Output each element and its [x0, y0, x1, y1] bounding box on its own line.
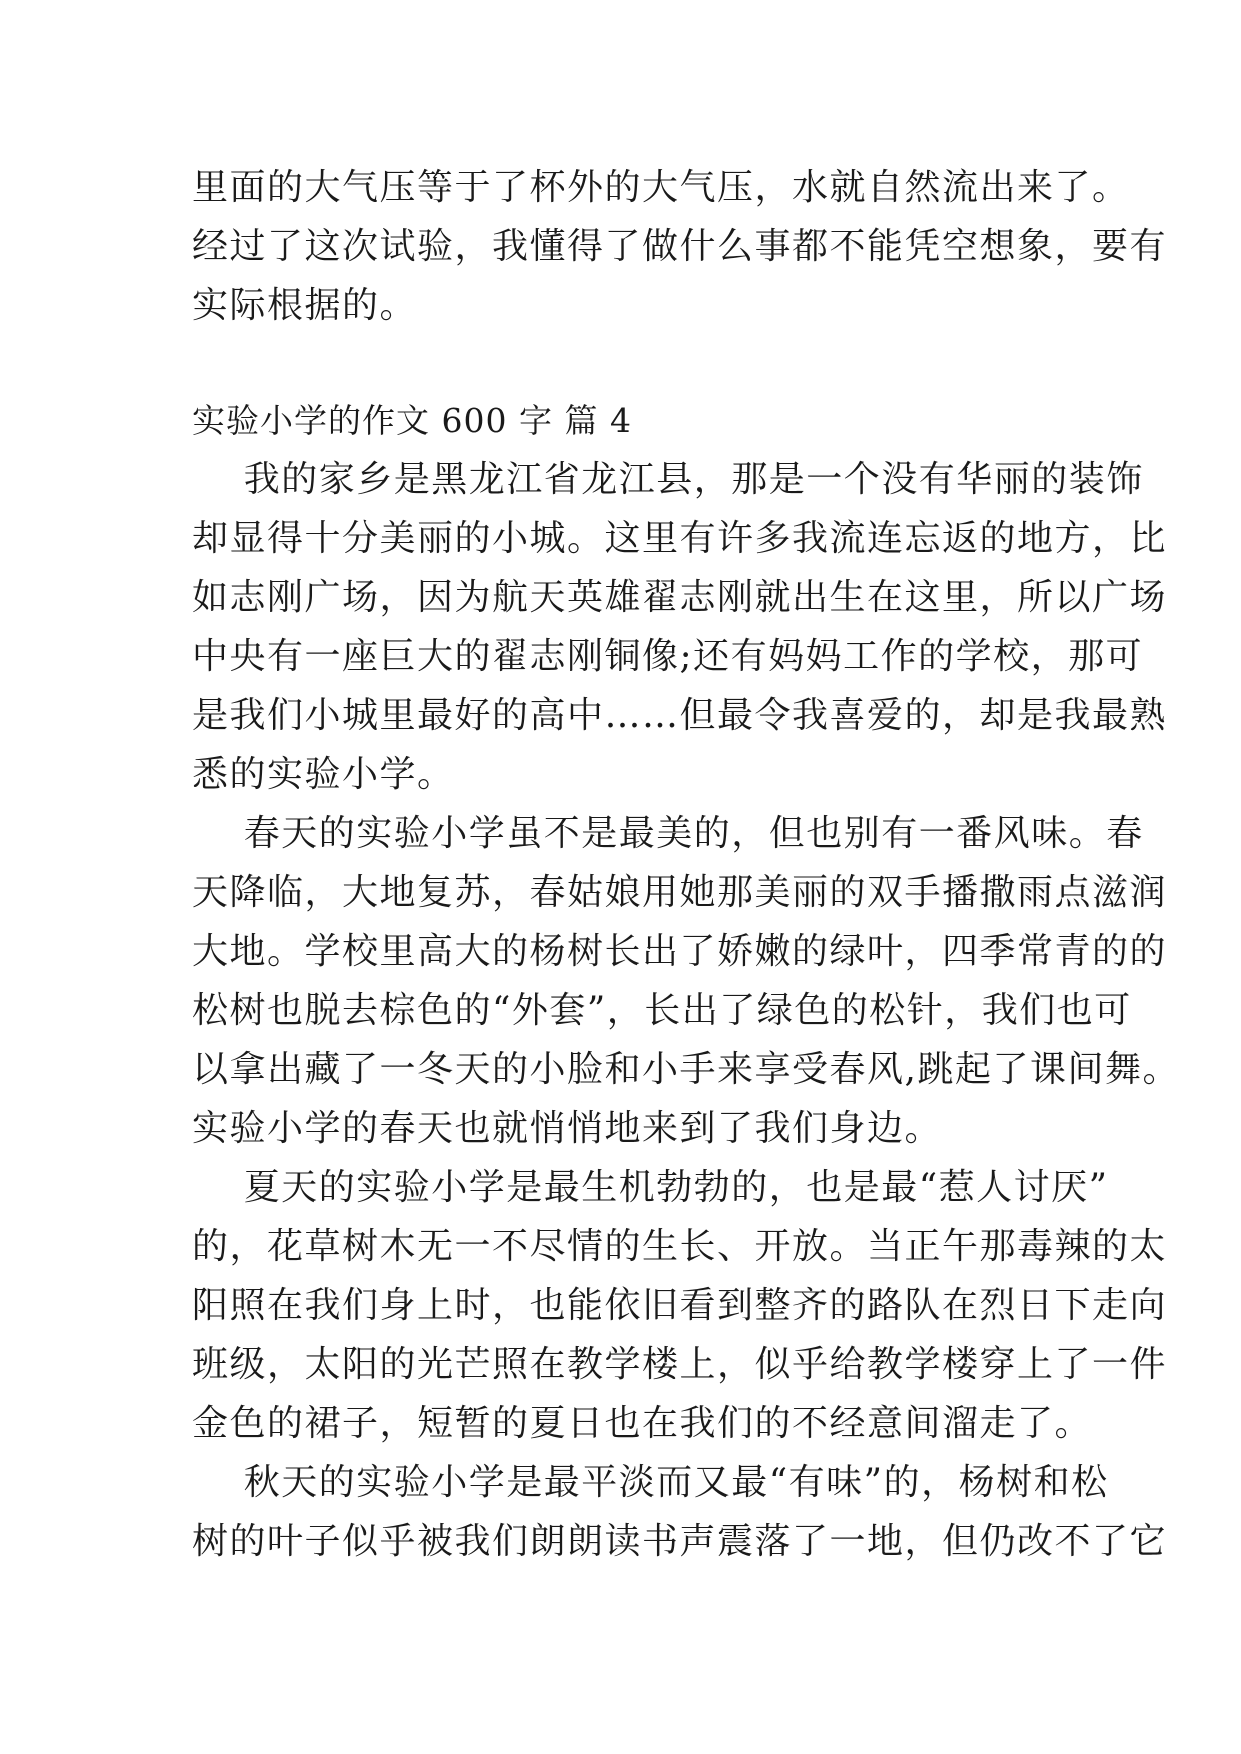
text-line: 实际根据的。 [192, 285, 418, 326]
text-line: 夏天的实验小学是最生机勃勃的，也是最“惹人讨厌” [192, 1167, 1109, 1208]
text-line: 悉的实验小学。 [192, 754, 455, 795]
text-line: 我的家乡是黑龙江省龙江县，那是一个没有华丽的装饰 [192, 459, 1144, 500]
paragraph-autumn [192, 1453, 1168, 1571]
text-line: 如志刚广场，因为航天英雄翟志刚就出生在这里，所以广场 [192, 577, 1168, 618]
text-line: 大地。学校里高大的杨树长出了娇嫩的绿叶，四季常青的的 [192, 931, 1168, 972]
text-line: 金色的裙子，短暂的夏日也在我们的不经意间溜走了。 [192, 1403, 1093, 1444]
text-line: 班级，太阳的光芒照在教学楼上，似乎给教学楼穿上了一件 [192, 1344, 1168, 1385]
text-line: 松树也脱去棕色的“外套”，长出了绿色的松针，我们也可 [192, 990, 1132, 1031]
text-line: 以拿出藏了一冬天的小脸和小手来享受春风,跳起了课间舞。 [192, 1049, 1180, 1090]
text-line: 实验小学的春天也就悄悄地来到了我们身边。 [192, 1108, 943, 1149]
text-line: 的，花草树木无一不尽情的生长、开放。当正午那毒辣的太 [192, 1226, 1168, 1267]
document-body [192, 158, 1180, 1571]
text-line: 经过了这次试验，我懂得了做什么事都不能凭空想象，要有 [192, 226, 1168, 267]
essay-title: 实验小学的作文 600 字 篇 4 [192, 401, 632, 440]
text-line: 里面的大气压等于了杯外的大气压，水就自然流出来了。 [192, 167, 1130, 208]
text-line: 阳照在我们身上时，也能依旧看到整齐的路队在烈日下走向 [192, 1285, 1168, 1326]
intro-paragraph [192, 158, 1168, 335]
text-line: 却显得十分美丽的小城。这里有许多我流连忘返的地方，比 [192, 518, 1168, 559]
text-line: 中央有一座巨大的翟志刚铜像;还有妈妈工作的学校，那可 [192, 636, 1144, 677]
paragraph-spring [192, 804, 1180, 1158]
paragraph-hometown [192, 450, 1168, 804]
text-line: 天降临，大地复苏，春姑娘用她那美丽的双手播撒雨点滋润 [192, 872, 1168, 913]
section-spacer [192, 335, 1072, 391]
text-line: 是我们小城里最好的高中……但最令我喜爱的，却是我最熟 [192, 695, 1168, 736]
text-line: 秋天的实验小学是最平淡而又最“有味”的，杨树和松 [192, 1462, 1109, 1503]
text-line: 春天的实验小学虽不是最美的，但也别有一番风味。春 [192, 813, 1144, 854]
text-line: 树的叶子似乎被我们朗朗读书声震落了一地，但仍改不了它 [192, 1521, 1168, 1562]
paragraph-summer [192, 1158, 1168, 1453]
